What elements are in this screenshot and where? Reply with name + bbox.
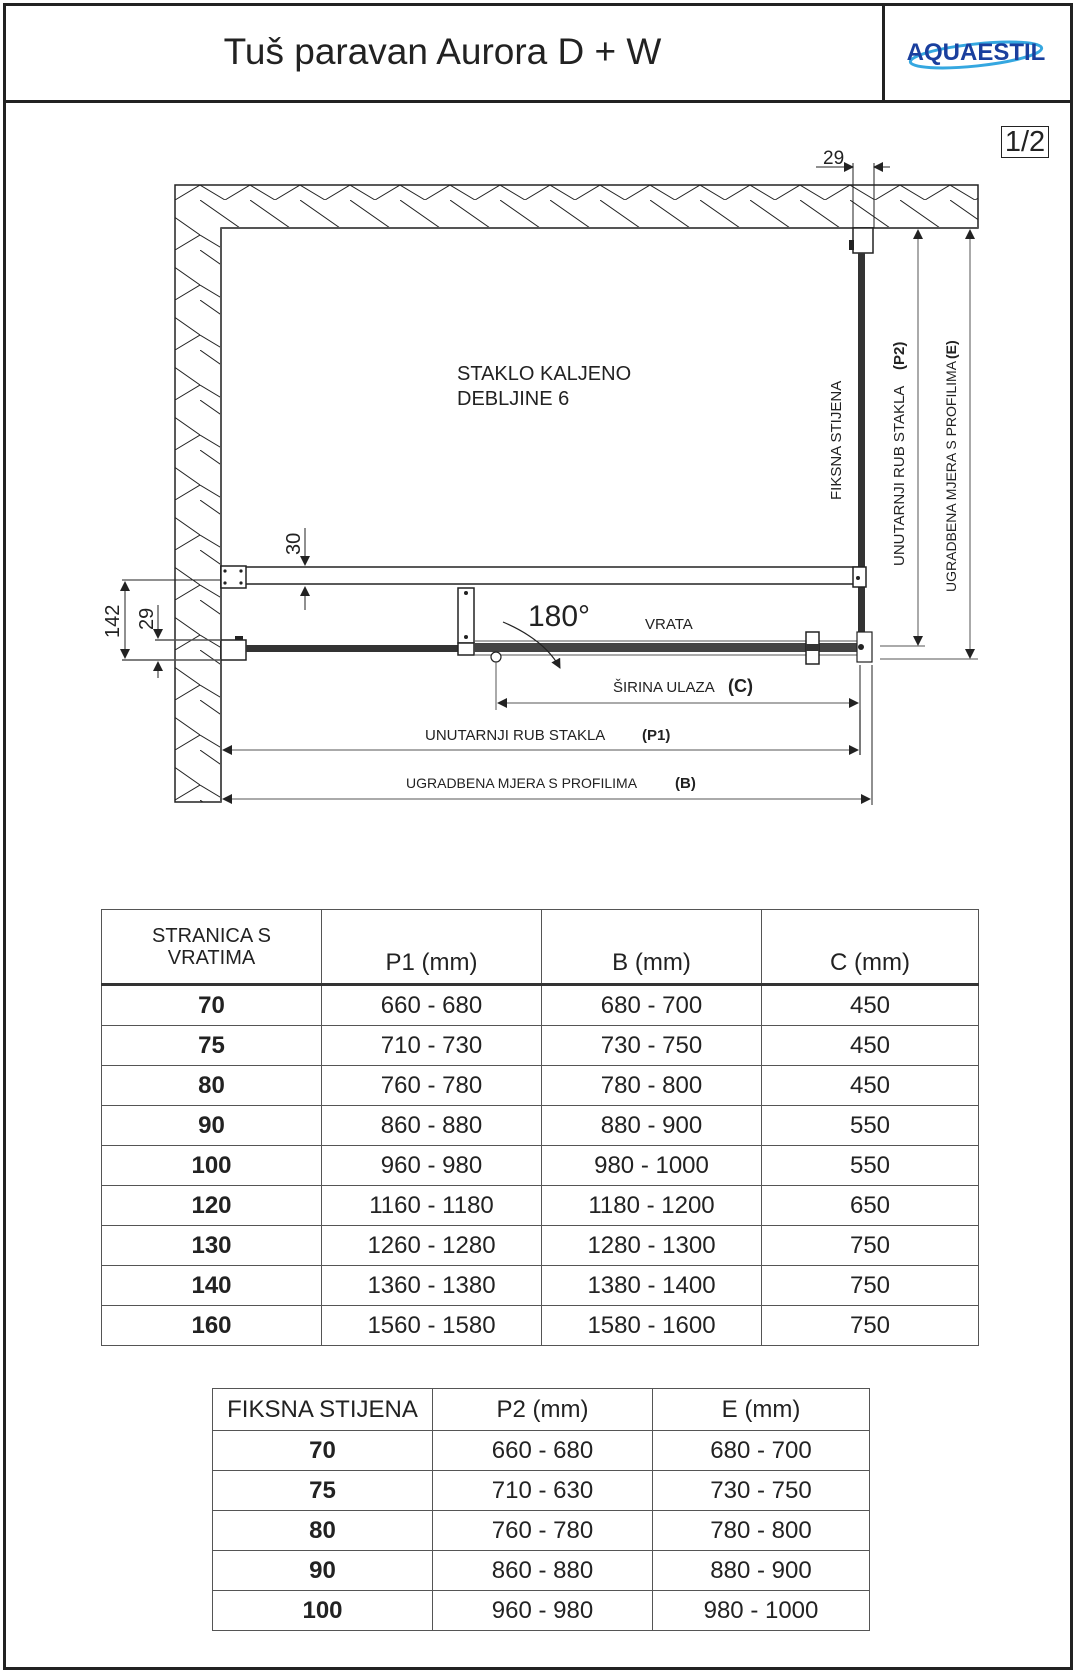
cell-size: 100	[213, 1591, 433, 1631]
header-door-side: STRANICA S VRATIMA	[102, 910, 322, 985]
table-row	[102, 1146, 979, 1186]
cell-c: 450	[762, 1066, 979, 1106]
cell-size: 80	[102, 1066, 322, 1106]
dim-top-29: 29	[823, 148, 845, 169]
logo-text: AQUAESTIL	[906, 38, 1046, 66]
cell-p1: 1160 - 1180	[322, 1186, 542, 1226]
cell-c: 750	[762, 1226, 979, 1266]
cell-p2: 960 - 980	[433, 1591, 653, 1631]
header-p1: P1 (mm)	[322, 910, 542, 985]
table-row	[102, 1266, 979, 1306]
cell-b: 1380 - 1400	[542, 1266, 762, 1306]
e-tag: (E)	[943, 340, 959, 359]
p2-tag: (P2)	[891, 341, 908, 370]
cell-size: 130	[102, 1226, 322, 1266]
cell-b: 1180 - 1200	[542, 1186, 762, 1226]
cell-p2: 660 - 680	[433, 1431, 653, 1471]
table-row	[213, 1431, 870, 1471]
table-row	[213, 1471, 870, 1511]
fixed-panel-clip	[849, 240, 854, 250]
door-bracket	[458, 588, 474, 643]
fixed-wall-label: FIKSNA STIJENA	[828, 380, 845, 500]
cell-c: 550	[762, 1146, 979, 1186]
cell-e: 680 - 700	[653, 1431, 870, 1471]
table-row	[213, 1551, 870, 1591]
cell-p1: 1360 - 1380	[322, 1266, 542, 1306]
header-b: B (mm)	[542, 910, 762, 985]
cell-b: 780 - 800	[542, 1066, 762, 1106]
cell-size: 90	[102, 1106, 322, 1146]
p1-tag: (P1)	[642, 727, 671, 744]
header-c: C (mm)	[762, 910, 979, 985]
cell-e: 980 - 1000	[653, 1591, 870, 1631]
cell-p1: 960 - 980	[322, 1146, 542, 1186]
table-row	[102, 1186, 979, 1226]
e-label: UGRADBENA MJERA S PROFILIMA	[943, 360, 959, 592]
cell-p1: 1260 - 1280	[322, 1226, 542, 1266]
table-header-row	[213, 1389, 870, 1431]
table-row	[102, 1106, 979, 1146]
door-fixed-glass	[246, 645, 460, 652]
door-hinge	[491, 652, 501, 662]
cell-size: 120	[102, 1186, 322, 1226]
cell-c: 750	[762, 1266, 979, 1306]
cell-b: 1280 - 1300	[542, 1226, 762, 1266]
table-row	[102, 1226, 979, 1266]
cell-size: 70	[213, 1431, 433, 1471]
table-row	[102, 985, 979, 1026]
door-wall-profile	[221, 640, 246, 660]
door-label: VRATA	[645, 616, 693, 633]
dim-30: 30	[283, 532, 305, 555]
dim-142: 142	[102, 604, 124, 638]
table-row	[102, 1066, 979, 1106]
cell-p1: 760 - 780	[322, 1066, 542, 1106]
cell-size: 140	[102, 1266, 322, 1306]
cell-c: 750	[762, 1306, 979, 1346]
wall	[175, 185, 978, 802]
cell-size: 160	[102, 1306, 322, 1346]
cell-e: 730 - 750	[653, 1471, 870, 1511]
entry-tag: (C)	[728, 676, 753, 696]
header-p2: P2 (mm)	[433, 1389, 653, 1431]
header-e: E (mm)	[653, 1389, 870, 1431]
b-tag: (B)	[675, 775, 696, 792]
angle-label: 180°	[528, 600, 591, 633]
fixed-panel-glass	[858, 253, 865, 648]
cell-c: 550	[762, 1106, 979, 1146]
page-title: Tuš paravan Aurora D + W	[3, 3, 885, 100]
cell-p2: 760 - 780	[433, 1511, 653, 1551]
cell-b: 730 - 750	[542, 1026, 762, 1066]
dim-29-left: 29	[136, 607, 158, 630]
cell-p1: 660 - 680	[322, 985, 542, 1026]
fixed-panel-top-profile	[853, 228, 873, 253]
header-fixed-wall: FIKSNA STIJENA	[213, 1389, 433, 1431]
cell-size: 75	[213, 1471, 433, 1511]
table-row	[213, 1591, 870, 1631]
cell-size: 80	[213, 1511, 433, 1551]
cell-size: 90	[213, 1551, 433, 1591]
p2-label: UNUTARNJI RUB STAKLA	[891, 385, 908, 566]
cell-e: 880 - 900	[653, 1551, 870, 1591]
fixed-wall-table	[212, 1388, 870, 1631]
table-row	[102, 1026, 979, 1066]
cell-size: 70	[102, 985, 322, 1026]
p1-label: UNUTARNJI RUB STAKLA	[425, 727, 606, 744]
entry-label: ŠIRINA ULAZA	[613, 679, 715, 696]
cell-b: 680 - 700	[542, 985, 762, 1026]
page-indicator: 1/2	[1001, 126, 1049, 158]
cell-b: 980 - 1000	[542, 1146, 762, 1186]
door-side-table	[101, 909, 979, 1346]
stabilizer-bar	[221, 567, 863, 584]
cell-size: 75	[102, 1026, 322, 1066]
cell-c: 450	[762, 1026, 979, 1066]
cell-c: 450	[762, 985, 979, 1026]
cell-p1: 1560 - 1580	[322, 1306, 542, 1346]
cell-p1: 710 - 730	[322, 1026, 542, 1066]
glass-label-line1: STAKLO KALJENO	[457, 363, 632, 385]
cell-size: 100	[102, 1146, 322, 1186]
cell-p2: 710 - 630	[433, 1471, 653, 1511]
stabilizer-wall-bracket	[221, 566, 246, 588]
cell-e: 780 - 800	[653, 1511, 870, 1551]
table-row	[213, 1511, 870, 1551]
cell-p1: 860 - 880	[322, 1106, 542, 1146]
b-label: UGRADBENA MJERA S PROFILIMA	[406, 775, 638, 791]
table-header-row	[102, 910, 979, 985]
cell-c: 650	[762, 1186, 979, 1226]
glass-label-line2: DEBLJINE 6	[457, 388, 570, 410]
cell-p2: 860 - 880	[433, 1551, 653, 1591]
cell-b: 880 - 900	[542, 1106, 762, 1146]
cell-b: 1580 - 1600	[542, 1306, 762, 1346]
door-glass	[474, 643, 859, 652]
table-row	[102, 1306, 979, 1346]
